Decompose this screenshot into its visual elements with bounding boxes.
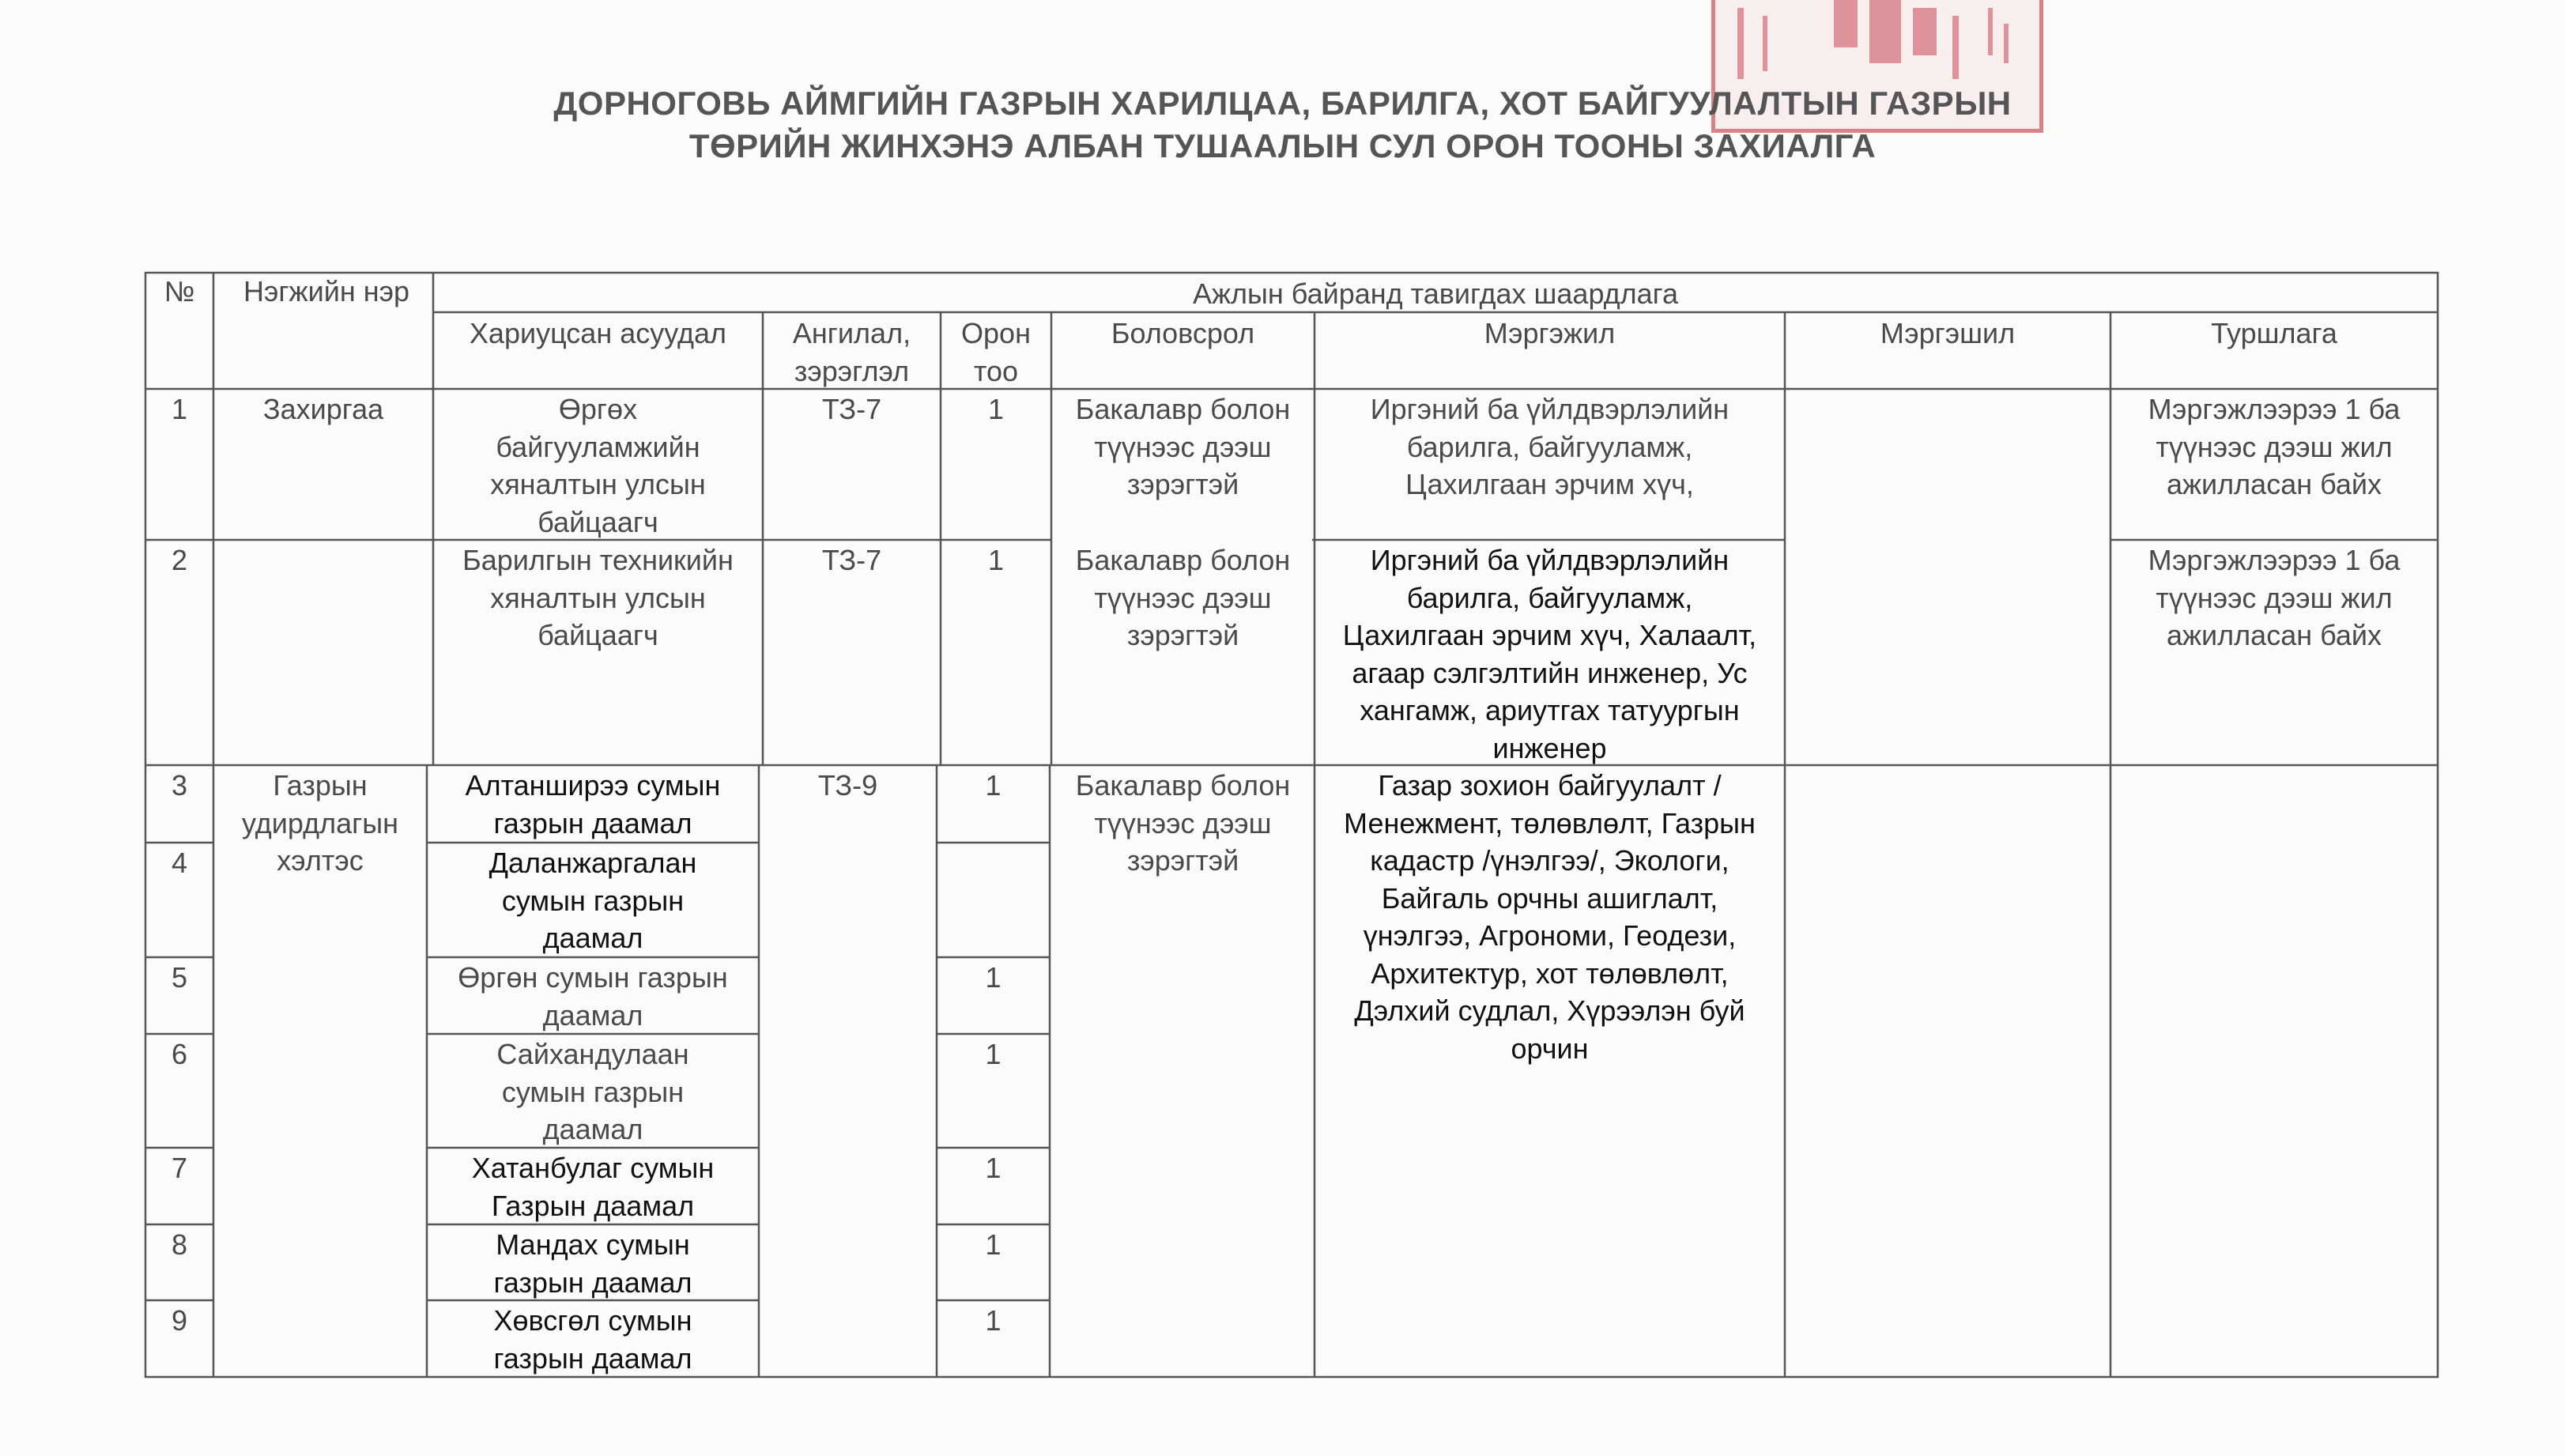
row-number: 8 [171,1228,188,1261]
row-number: 7 [171,1152,188,1184]
count-cell: 1 [985,1038,1001,1070]
profession-cell: Газар зохион байгуулалт /Менежмент, төлөвлөлт, Газрын кадастр /үнэлгээ/, Экологи, Байгаль орчны ашиглалт, үнэлгээ, Агрономи, Геодези, Архитектур, хот төлөвлөлт, Дэлхий судлал, Хүрээлэн буй орчин [1344,769,1756,1065]
unit-name: Захиргаа [262,393,384,425]
count-cell: 1 [987,544,1005,576]
experience-cell: Мэргэжлээрээ 1 ба түүнээс дээш жил ажилласан байх [2148,544,2401,651]
count-cell: 1 [985,961,1001,994]
responsibility-cell: Мандах сумын газрын даамал [493,1228,692,1299]
header-unit: Нэгжийн нэр [243,275,409,307]
responsibility-cell: Барилгын техникийн хяналтын улсын байцаагч [462,544,734,651]
row-number: 3 [171,769,188,802]
unit-name: Газрын удирдлагын хэлтэс [241,769,399,877]
responsibility-cell: Хөвсгөл сумын газрын даамал [493,1304,692,1375]
responsibility-cell: Алтанширээ сумын газрын даамал [465,769,721,839]
count-cell: 1 [985,1304,1001,1337]
row-number: 1 [171,393,188,425]
title-line-1: ДОРНОГОВЬ АЙМГИЙН ГАЗРЫН ХАРИЛЦАА, БАРИЛГА, ХОТ БАЙГУУЛАЛТЫН ГАЗРЫН [553,85,2012,122]
header-class: Ангилал, зэрэглэл [792,317,911,387]
header-no: № [164,275,195,307]
header-count: Орон тоо [961,317,1031,387]
education-cell: Бакалавр болон түүнээс дээш зэрэгтэй [1075,544,1291,651]
header-profession: Мэргэжил [1484,317,1616,349]
class-cell: ТЗ-7 [821,544,882,576]
responsibility-cell: Хатанбулаг сумын Газрын даамал [471,1152,715,1222]
row-number: 6 [171,1038,188,1070]
count-cell: 1 [987,393,1005,425]
profession-cell: Иргэний ба үйлдвэрлэлийн барилга, байгууламж, Цахилгаан эрчим хүч, Халаалт, агаар сэлгэлтийн инженер, Ус хангамж, ариутгах татуургын инженер [1342,544,1757,764]
header-education: Боловсрол [1111,317,1255,349]
row-number: 5 [171,961,188,994]
row-number: 4 [171,847,188,879]
responsibility-cell: Сайхандулаан сумын газрын даамал [496,1038,689,1145]
education-cell: Бакалавр болон түүнээс дээш зэрэгтэй [1075,393,1291,500]
experience-cell: Мэргэжлээрээ 1 ба түүнээс дээш жил ажилласан байх [2148,393,2401,500]
education-cell: Бакалавр болон түүнээс дээш зэрэгтэй [1075,769,1291,877]
header-responsibility: Хариуцсан асуудал [469,317,727,349]
responsibility-cell: Өргөн сумын газрын даамал [458,961,728,1032]
count-cell: 1 [985,1228,1001,1261]
row-number: 9 [171,1304,188,1337]
class-cell: ТЗ-9 [817,769,878,802]
responsibility-cell: Даланжаргалан сумын газрын даамал [488,847,697,954]
row-number: 2 [171,544,188,576]
document-title [0,82,2565,168]
class-cell: ТЗ-7 [821,393,882,425]
count-cell: 1 [985,769,1001,802]
title-line-2: ТӨРИЙН ЖИНХЭНЭ АЛБАН ТУШААЛЫН СУЛ ОРОН ТООНЫ ЗАХИАЛГА [688,127,1877,164]
header-qualification: Мэргэшил [1880,317,2016,349]
count-cell: 1 [985,1152,1001,1184]
profession-cell: Иргэний ба үйлдвэрлэлийн барилга, байгууламж, Цахилгаан эрчим хүч, [1370,393,1729,500]
responsibility-cell: Өргөх байгууламжийн хяналтын улсын байцаагч [490,393,706,538]
header-requirements: Ажлын байранд тавигдах шаардлага [1192,277,1679,310]
header-experience: Туршлага [2211,317,2337,349]
